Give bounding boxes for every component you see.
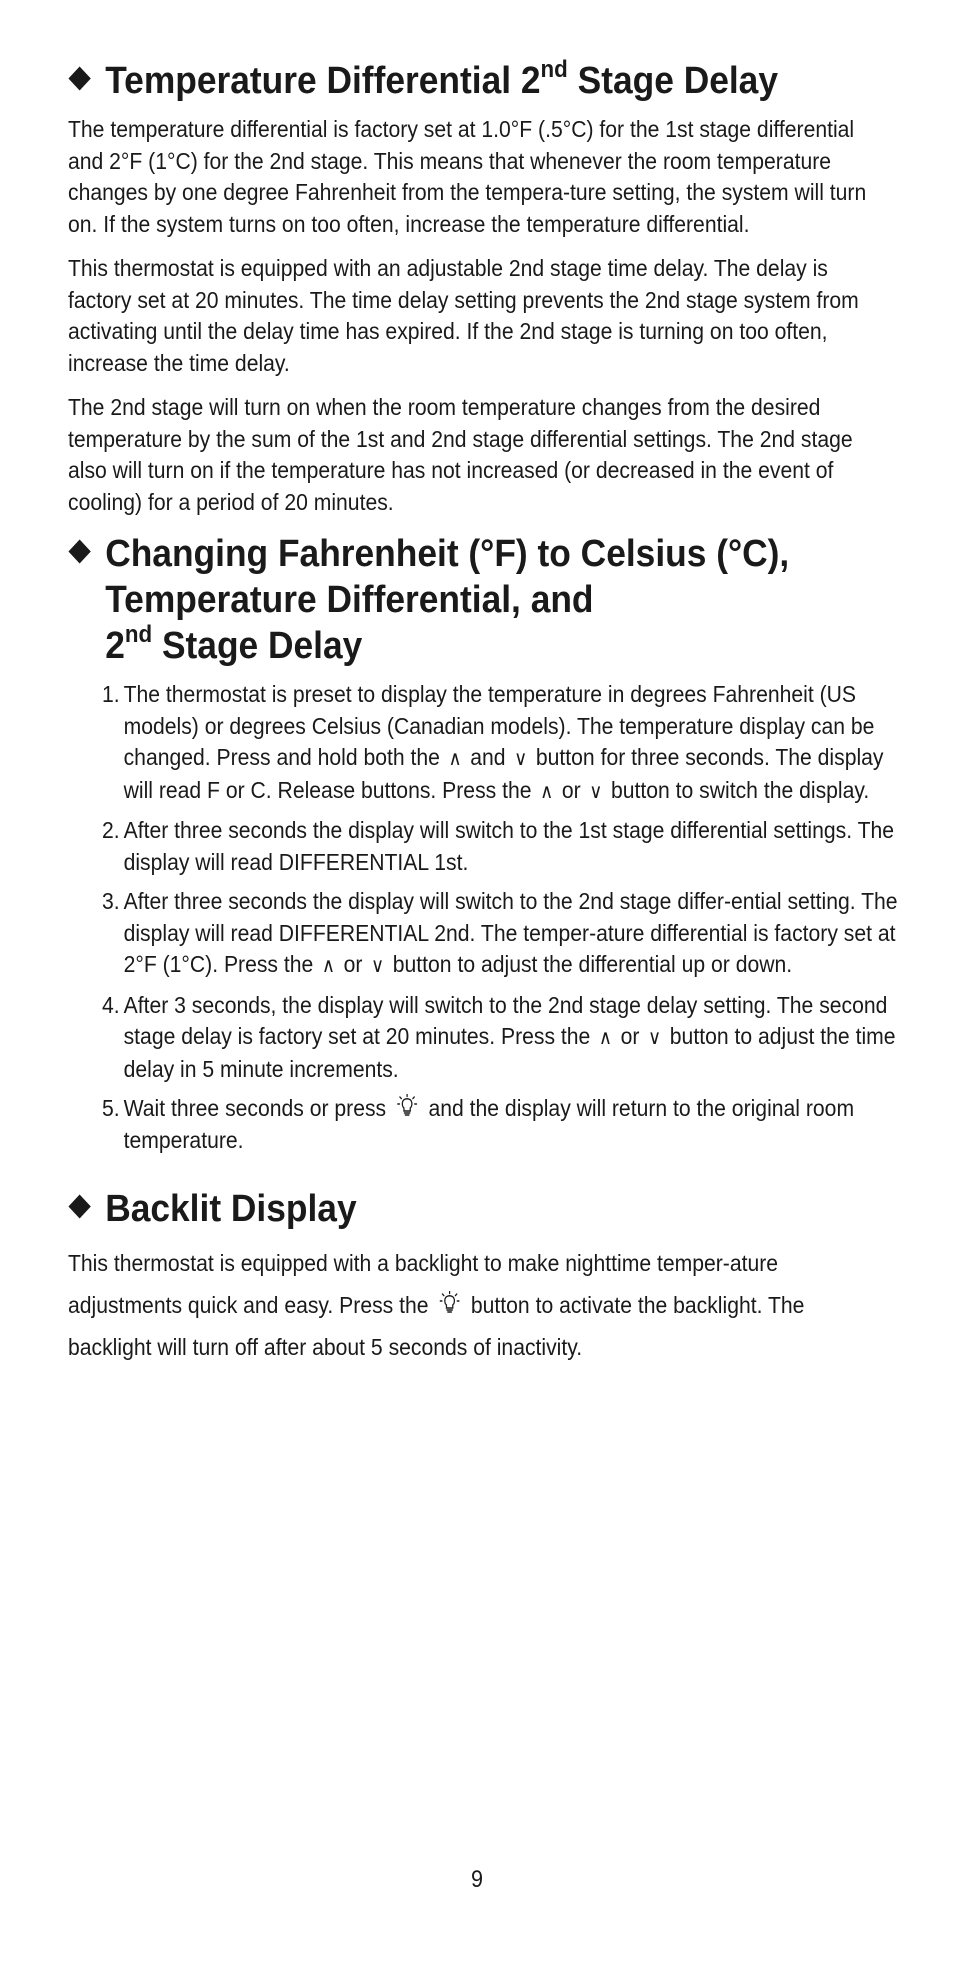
page-content	[68, 56, 898, 1381]
heading-line: Changing Fahrenheit (°F) to Celsius (°C),	[105, 533, 790, 575]
section-heading	[68, 58, 924, 104]
down-arrow-icon: ∨	[371, 953, 385, 977]
heading-superscript: nd	[124, 621, 153, 649]
step-text: or	[561, 776, 581, 803]
paragraph: The 2nd stage will turn on when the room temperature changes from the desired temperature by the sum of the 1st and 2nd stage differential settings. The 2nd stage also will turn on if the temperature has not increased (or decreased in the event of cooling) for a period of 20 minutes.	[68, 394, 853, 515]
page-number: 9	[470, 1866, 484, 1893]
step-number: 3.	[102, 888, 120, 914]
list-item	[102, 886, 916, 982]
steps-list	[68, 679, 898, 1156]
step-text: The thermostat is preset to display the temperature in degrees Fahrenheit (US models) or degrees Celsius (Canadian models). The temperature display can be changed. Press and hold both the	[123, 681, 875, 770]
step-text: and	[470, 744, 506, 770]
up-arrow-icon: ∧	[321, 953, 336, 977]
section-backlit-display	[68, 1186, 888, 1368]
heading-text: 2	[105, 625, 125, 667]
section-heading	[68, 531, 924, 669]
up-arrow-icon: ∧	[598, 1025, 613, 1049]
paragraph	[68, 1242, 887, 1368]
paragraph: This thermostat is equipped with an adjustable 2nd stage time delay. The delay is factory set at 20 minutes. The time delay setting prevents the 2nd stage system from activating until the delay time has expired. If the 2nd stage is turning on too often, increase the time delay.	[68, 255, 859, 376]
heading-superscript: nd	[540, 56, 568, 84]
heading-text: Temperature Differential 2	[105, 60, 541, 102]
step-text: Wait three seconds or press	[123, 1095, 387, 1121]
heading-line	[105, 623, 923, 669]
list-item	[102, 1093, 916, 1156]
diamond-bullet-icon	[68, 1194, 90, 1218]
light-bulb-icon	[397, 1094, 417, 1118]
down-arrow-icon: ∨	[648, 1025, 662, 1049]
heading-text: Stage Delay	[567, 60, 778, 102]
section-changing-units	[68, 531, 898, 1156]
step-number: 1.	[102, 681, 120, 707]
step-text: button to adjust the time delay in 5 minute increments.	[123, 1023, 896, 1082]
step-number: 2.	[102, 817, 120, 843]
step-text: After three seconds the display will switch to the 2nd stage differ-ential setting. The display will read DIFFERENTIAL 2nd. The temper-ature differential is factory set at 2°F (1°C). Press the	[123, 888, 898, 977]
light-bulb-icon	[440, 1291, 460, 1315]
list-item	[102, 990, 916, 1086]
list-item	[102, 815, 916, 878]
down-arrow-icon: ∨	[589, 778, 603, 803]
up-arrow-icon: ∧	[448, 746, 462, 770]
heading-line: Temperature Differential, and	[105, 579, 594, 621]
section-temperature-differential	[68, 58, 888, 518]
step-number: 4.	[102, 991, 120, 1018]
heading-text: Backlit Display	[105, 1188, 357, 1230]
diamond-bullet-icon	[68, 539, 90, 563]
step-text: or	[620, 1023, 640, 1049]
down-arrow-icon: ∨	[514, 746, 528, 770]
list-item	[102, 679, 916, 807]
step-text: button to switch the display.	[610, 776, 870, 803]
step-text: and the display will return to the original room temperature.	[123, 1095, 855, 1153]
paragraph-text: button to activate the backlight. The backlight will turn off after about 5 seconds of inactivity.	[68, 1292, 805, 1360]
step-text: After three seconds the display will switch to the 1st stage differential settings. The display will read DIFFERENTIAL 1st.	[123, 817, 895, 875]
step-text: button for three seconds. The display will read F or C. Release buttons. Press the	[123, 744, 884, 803]
step-text: button to adjust the differential up or down.	[392, 951, 793, 977]
diamond-bullet-icon	[68, 66, 90, 90]
paragraph: The temperature differential is factory set at 1.0°F (.5°C) for the 1st stage differential and 2°F (1°C) for the 2nd stage. This means that whenever the room temperature changes by one degree Fahrenheit from the tempera-ture setting, the system will turn on. If the system turns on too often, increase the temperature differential.	[68, 116, 867, 237]
step-number: 5.	[102, 1095, 120, 1121]
step-text: or	[343, 951, 363, 977]
step-text: After 3 seconds, the display will switch to the 2nd stage delay setting. The second stage delay is factory set at 20 minutes. Press the	[123, 991, 888, 1049]
up-arrow-icon: ∧	[540, 778, 554, 803]
paragraph-text: This thermostat is equipped with a backlight to make nighttime temper-ature adjustments quick and easy. Press the	[68, 1250, 779, 1318]
section-heading	[68, 1186, 924, 1232]
heading-text: Stage Delay	[152, 625, 363, 667]
